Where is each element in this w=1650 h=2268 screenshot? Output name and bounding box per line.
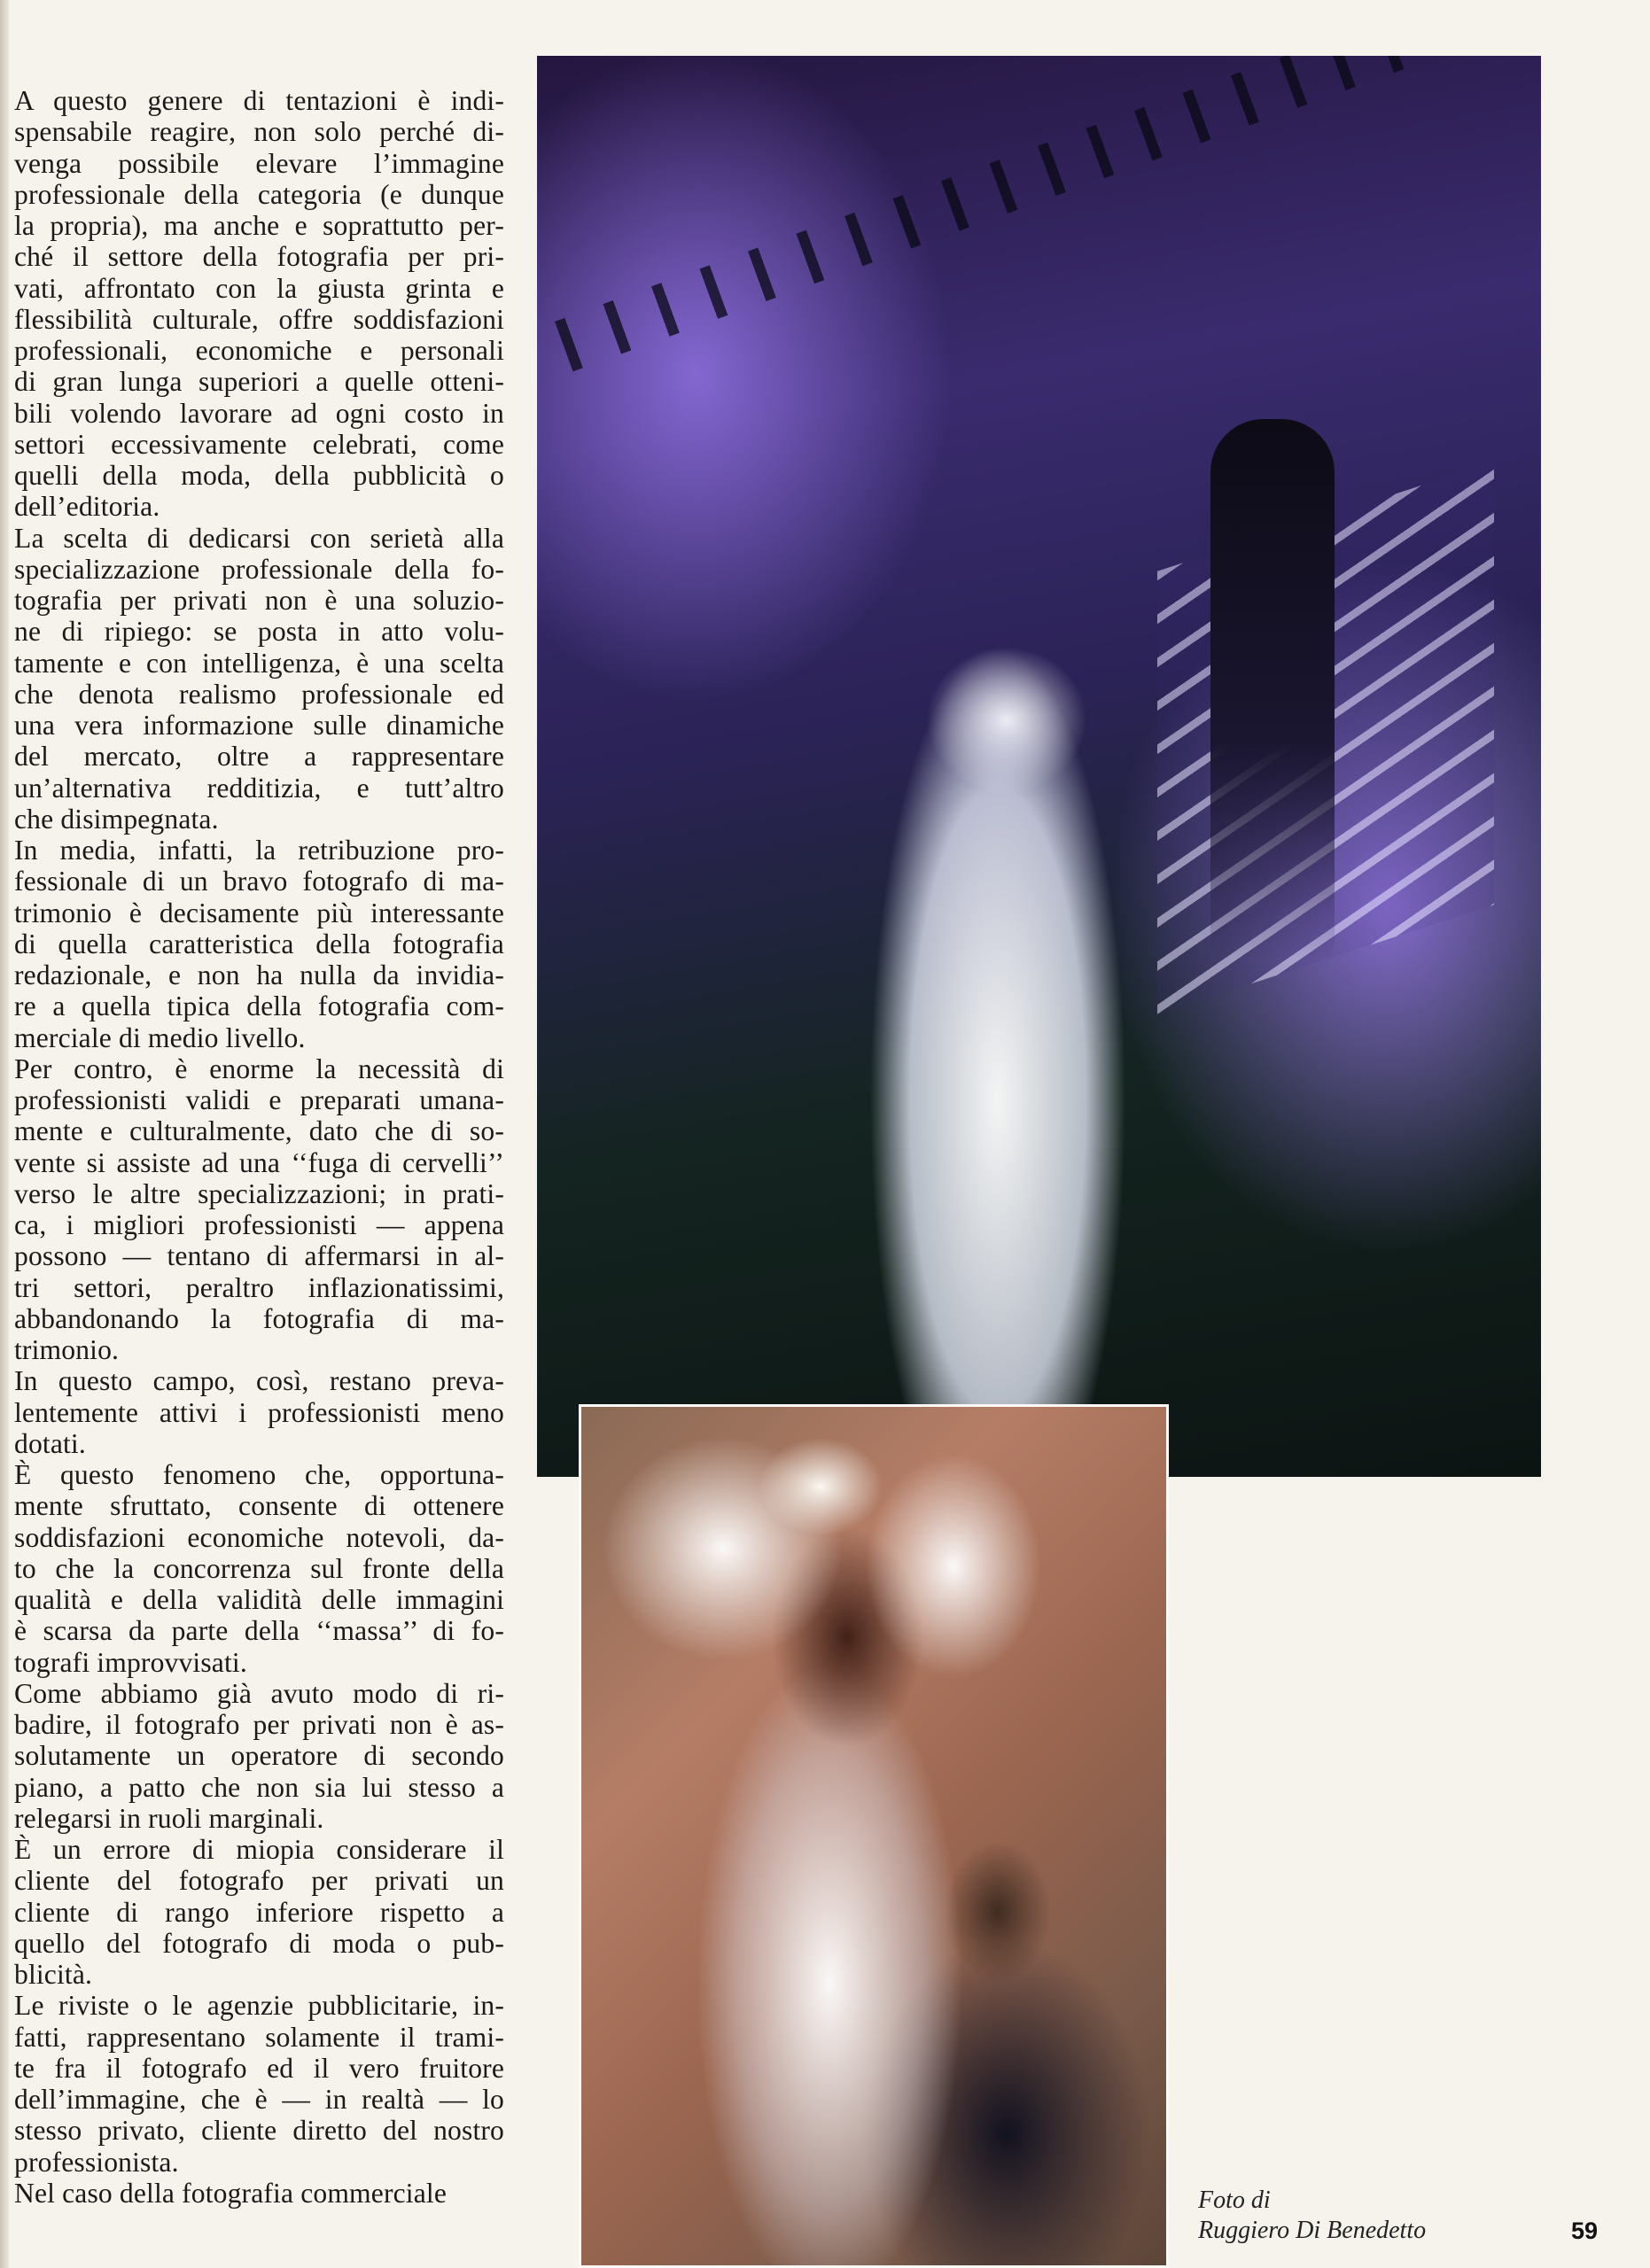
article-line: È un errore di miopia considerare il [14, 1834, 504, 1865]
article-line: ne di ripiego: se posta in atto volu- [14, 616, 504, 648]
article-line: badire, il fotografo per privati non è as- [14, 1709, 504, 1740]
article-line: Come abbiamo già avuto modo di ri- [14, 1677, 504, 1709]
article-line: La scelta di dedicarsi con serietà alla [14, 522, 504, 554]
article-line: di quella caratteristica della fotografia [14, 928, 504, 959]
article-line: tografi improvvisati. [14, 1646, 247, 1678]
article-line: In media, infatti, la retribuzione pro- [14, 835, 504, 866]
article-line: la propria), ma anche e soprattutto per- [14, 210, 504, 241]
article-line: mente e culturalmente, dato che di so- [14, 1115, 504, 1147]
article-line: lentemente attivi i professionisti meno [14, 1396, 504, 1428]
article-line: professionista. [14, 2146, 179, 2178]
bride-and-groom-portrait-photo [579, 1404, 1169, 2268]
article-line: piano, a patto che non sia lui stesso a [14, 1771, 504, 1803]
article-line: merciale di medio livello. [14, 1021, 306, 1053]
article-line: quello del fotografo di moda o pub- [14, 1927, 504, 1959]
page-gutter-shadow [0, 0, 9, 2268]
photo-credit-label: Foto di [1198, 2186, 1271, 2214]
groom-silhouette [1210, 419, 1335, 959]
article-line: settori eccessivamente celebrati, come [14, 428, 504, 460]
banister-shadow [555, 56, 1489, 371]
article-line: vati, affrontato con la giusta grinta e [14, 272, 504, 304]
article-line: tografia per privati non è una soluzio- [14, 585, 504, 616]
article-line: ché il settore della fotografia per pri- [14, 241, 504, 273]
article-line: vente si assiste ad una ‘‘fuga di cervelli’’ [14, 1146, 504, 1178]
article-line: flessibilità culturale, offre soddisfazioni [14, 303, 504, 335]
article-text-column [14, 85, 504, 2209]
staircase-wedding-photo [537, 56, 1541, 1477]
article-line: che disimpegnata. [14, 803, 219, 835]
article-line: fatti, rappresentano solamente il trami- [14, 2021, 504, 2053]
article-line: un’alternativa redditizia, e tutt’altro [14, 772, 504, 804]
article-line: soddisfazioni economiche notevoli, da- [14, 1521, 504, 1553]
article-line: verso le altre specializzazioni; in prati- [14, 1177, 504, 1209]
article-line: stesso privato, cliente diretto del nostro [14, 2115, 504, 2147]
article-line: dell’immagine, che è — in realtà — lo [14, 2084, 504, 2115]
article-line: Per contro, è enorme la necessità di [14, 1052, 504, 1084]
article-line: A questo genere di tentazioni è indi- [14, 85, 504, 116]
article-line: È questo fenomeno che, opportuna- [14, 1459, 504, 1490]
article-line: Nel caso della fotografia commerciale [14, 2177, 447, 2209]
photo-credit [1198, 2186, 1482, 2246]
article-line: trimonio è decisamente più interessante [14, 897, 504, 928]
article-line: solutamente un operatore di secondo [14, 1740, 504, 1772]
article-line: quelli della moda, della pubblicità o [14, 460, 504, 491]
article-line: trimonio. [14, 1334, 120, 1365]
article-line: Le riviste o le agenzie pubblicitarie, in- [14, 1990, 504, 2022]
article-line: spensabile reagire, non solo perché di- [14, 116, 504, 148]
article-line: bili volendo lavorare ad ogni costo in [14, 397, 504, 429]
article-line: cliente di rango inferiore rispetto a [14, 1896, 504, 1928]
article-line: è scarsa da parte della ‘‘massa’’ di fo- [14, 1615, 504, 1647]
page-number: 59 [1571, 2218, 1599, 2244]
article-line: che denota realismo professionale ed [14, 678, 504, 710]
article-line: mente sfruttato, consente di ottenere [14, 1490, 504, 1522]
article-line: professionale della categoria (e dunque [14, 178, 504, 210]
article-line: venga possibile elevare l’immagine [14, 147, 504, 179]
article-line: una vera informazione sulle dinamiche [14, 710, 504, 741]
article-line: tri settori, peraltro inflazionatissimi, [14, 1271, 504, 1303]
photo-credit-author: Ruggiero Di Benedetto [1198, 2217, 1427, 2244]
article-line: abbandonando la fotografia di ma- [14, 1302, 504, 1334]
article-line: di gran lunga superiori a quelle otteni- [14, 366, 504, 398]
article-line: te fra il fotografo ed il vero fruitore [14, 2052, 504, 2084]
article-line: dotati. [14, 1427, 86, 1459]
article-line: professionali, economiche e personali [14, 335, 504, 366]
article-line: qualità e della validità delle immagini [14, 1584, 504, 1615]
article-line: del mercato, oltre a rappresentare [14, 741, 504, 773]
article-line: In questo campo, così, restano preva- [14, 1365, 504, 1397]
article-line: cliente del fotografo per privati un [14, 1865, 504, 1897]
article-line: tamente e con intelligenza, è una scelta [14, 647, 504, 679]
article-line: fessionale di un bravo fotografo di ma- [14, 866, 504, 897]
article-line: ca, i migliori professionisti — appena [14, 1209, 504, 1240]
article-line: to che la concorrenza sul fronte della [14, 1552, 504, 1584]
article-line: possono — tentano di affermarsi in al- [14, 1240, 504, 1272]
article-line: dell’editoria. [14, 491, 160, 523]
article-line: professionisti validi e preparati umana- [14, 1084, 504, 1115]
article-line: redazionale, e non ha nulla da invidia- [14, 959, 504, 990]
article-line: relegarsi in ruoli marginali. [14, 1802, 324, 1834]
article-line: re a quella tipica della fotografia com- [14, 990, 504, 1022]
article-line: specializzazione professionale della fo- [14, 553, 504, 585]
article-line: blicità. [14, 1959, 93, 1990]
